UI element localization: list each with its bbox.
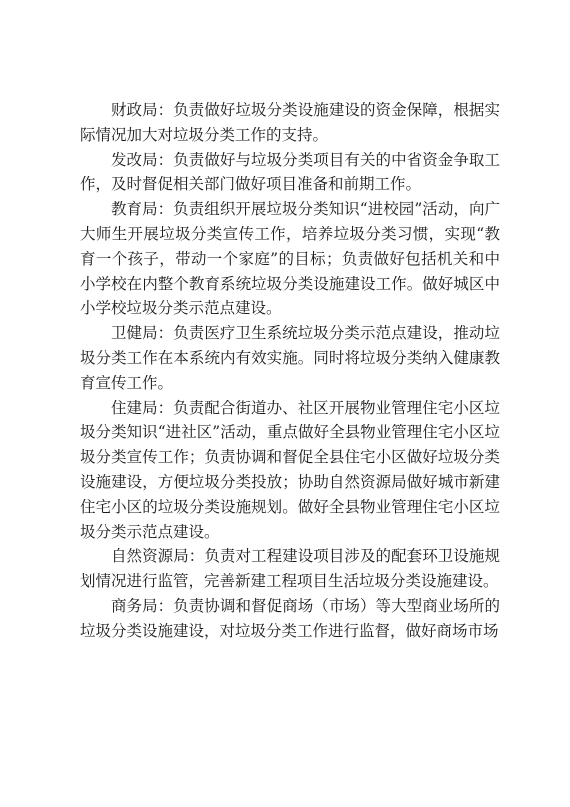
paragraph-education-bureau: 教育局：负责组织开展垃圾分类知识“进校园”活动，向广大师生开展垃圾分类宣传工作，培养垃圾分类习惯，实现“教育一个孩子，带动一个家庭”的目标；负责做好包括机关和中小学校在内整个教育系统垃圾分类设施建设工作。做好城区中小学校垃圾分类示范点建设。 bbox=[80, 200, 500, 318]
paragraph-commerce-bureau: 商务局：负责协调和督促商场（市场）等大型商业场所的垃圾分类设施建设，对垃圾分类工作进行监督，做好商场市场 bbox=[80, 596, 500, 640]
paragraph-finance-bureau: 财政局：负责做好垃圾分类设施建设的资金保障，根据实际情况加大对垃圾分类工作的支持。 bbox=[80, 101, 500, 144]
paragraph-development-reform-bureau: 发改局：负责做好与垃圾分类项目有关的中省资金争取工作，及时督促相关部门做好项目准备和前期工作。 bbox=[80, 150, 500, 194]
paragraph-natural-resources-bureau: 自然资源局：负责对工程建设项目涉及的配套环卫设施规划情况进行监管，完善新建工程项目生活垃圾分类设施建设。 bbox=[80, 547, 500, 591]
document-body bbox=[80, 98, 500, 644]
paragraph-housing-construction-bureau: 住建局：负责配合街道办、社区开展物业管理住宅小区垃圾分类知识“进社区”活动，重点做好全县物业管理住宅小区垃圾分类宣传工作；负责协调和督促全县住宅小区做好垃圾分类设施建设，方便垃圾分类投放；协助自然资源局做好城市新建住宅小区的垃圾分类设施规划。做好全县物业管理住宅小区垃圾分类示范点建设。 bbox=[80, 398, 500, 541]
paragraph-health-bureau: 卫健局：负责医疗卫生系统垃圾分类示范点建设，推动垃圾分类工作在本系统内有效实施。同时将垃圾分类纳入健康教育宣传工作。 bbox=[80, 324, 500, 392]
